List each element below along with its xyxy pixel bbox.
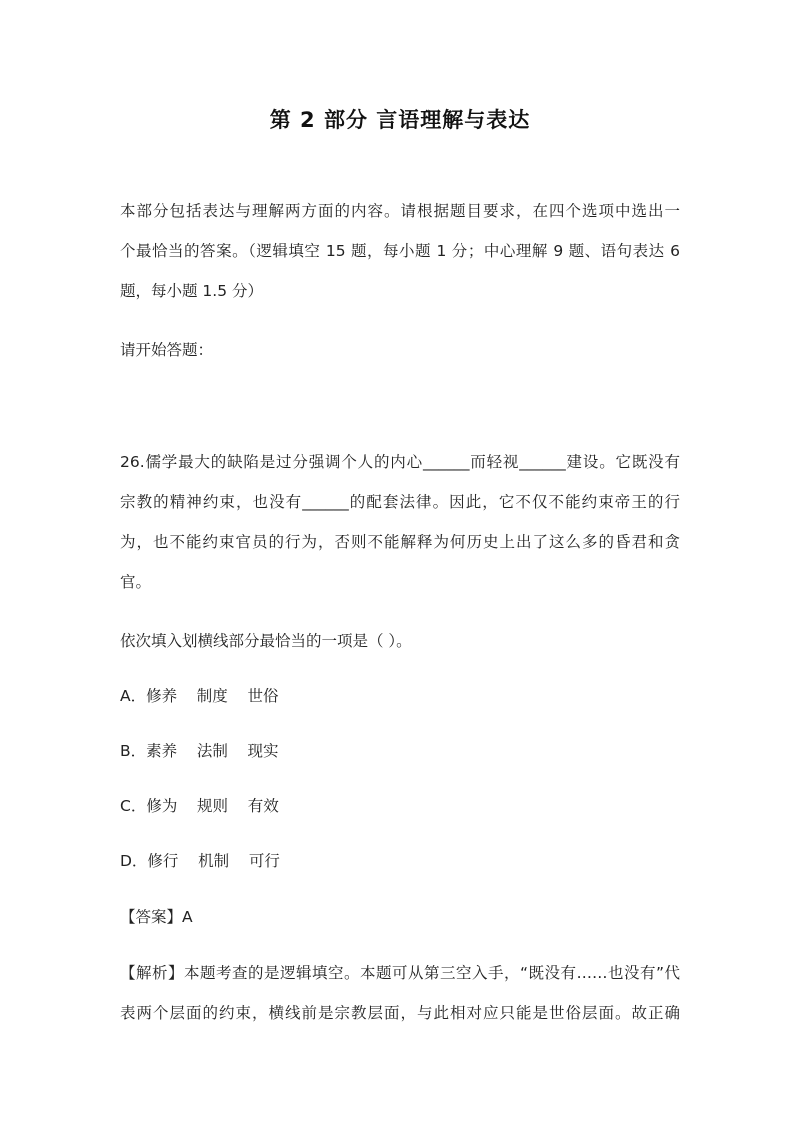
question-instruction-text: 依次填入划横线部分最恰当的一项是（ ）。 xyxy=(120,632,412,650)
option-b xyxy=(120,731,680,771)
option-c-text: C．修为 规则 有效 xyxy=(120,797,279,815)
intro-line: 个最恰当的答案。（逻辑填空 15 题，每小题 1 分；中心理解 9 题、语句表达 6 xyxy=(120,242,680,260)
intro-paragraph xyxy=(120,191,680,311)
section-title: 第 2 部分 言语理解与表达 xyxy=(269,108,531,132)
option-a xyxy=(120,676,680,716)
option-d-text: D．修行 机制 可行 xyxy=(120,852,280,870)
option-d xyxy=(120,841,680,881)
intro-line: 题，每小题 1.5 分） xyxy=(120,282,264,300)
question-instruction xyxy=(120,621,680,661)
question-stem-line: 宗教的精神约束，也没有______的配套法律。因此，它不仅不能约束帝王的行 xyxy=(120,493,680,511)
start-prompt xyxy=(120,330,680,370)
question-stem-line: 26.儒学最大的缺陷是过分强调个人的内心______而轻视______建设。它既没有 xyxy=(120,453,680,471)
question-stem-line: 为，也不能约束官员的行为，否则不能解释为何历史上出了这么多的昏君和贪 xyxy=(120,533,680,551)
answer-text: 【答案】A xyxy=(120,908,193,926)
option-a-text: A．修养 制度 世俗 xyxy=(120,687,279,705)
start-prompt-text: 请开始答题： xyxy=(120,341,214,359)
analysis-line: 【解析】本题考查的是逻辑填空。本题可从第三空入手，“既没有……也没有”代 xyxy=(120,964,680,982)
option-b-text: B．素养 法制 现实 xyxy=(120,742,279,760)
answer xyxy=(120,897,680,937)
analysis-paragraph xyxy=(120,953,680,1033)
question-stem xyxy=(120,442,680,602)
option-c xyxy=(120,786,680,826)
intro-line: 本部分包括表达与理解两方面的内容。请根据题目要求，在四个选项中选出一 xyxy=(120,202,680,220)
analysis-line: 表两个层面的约束，横线前是宗教层面，与此相对应只能是世俗层面。故正确 xyxy=(120,1004,680,1022)
question-stem-line: 官。 xyxy=(120,573,152,591)
